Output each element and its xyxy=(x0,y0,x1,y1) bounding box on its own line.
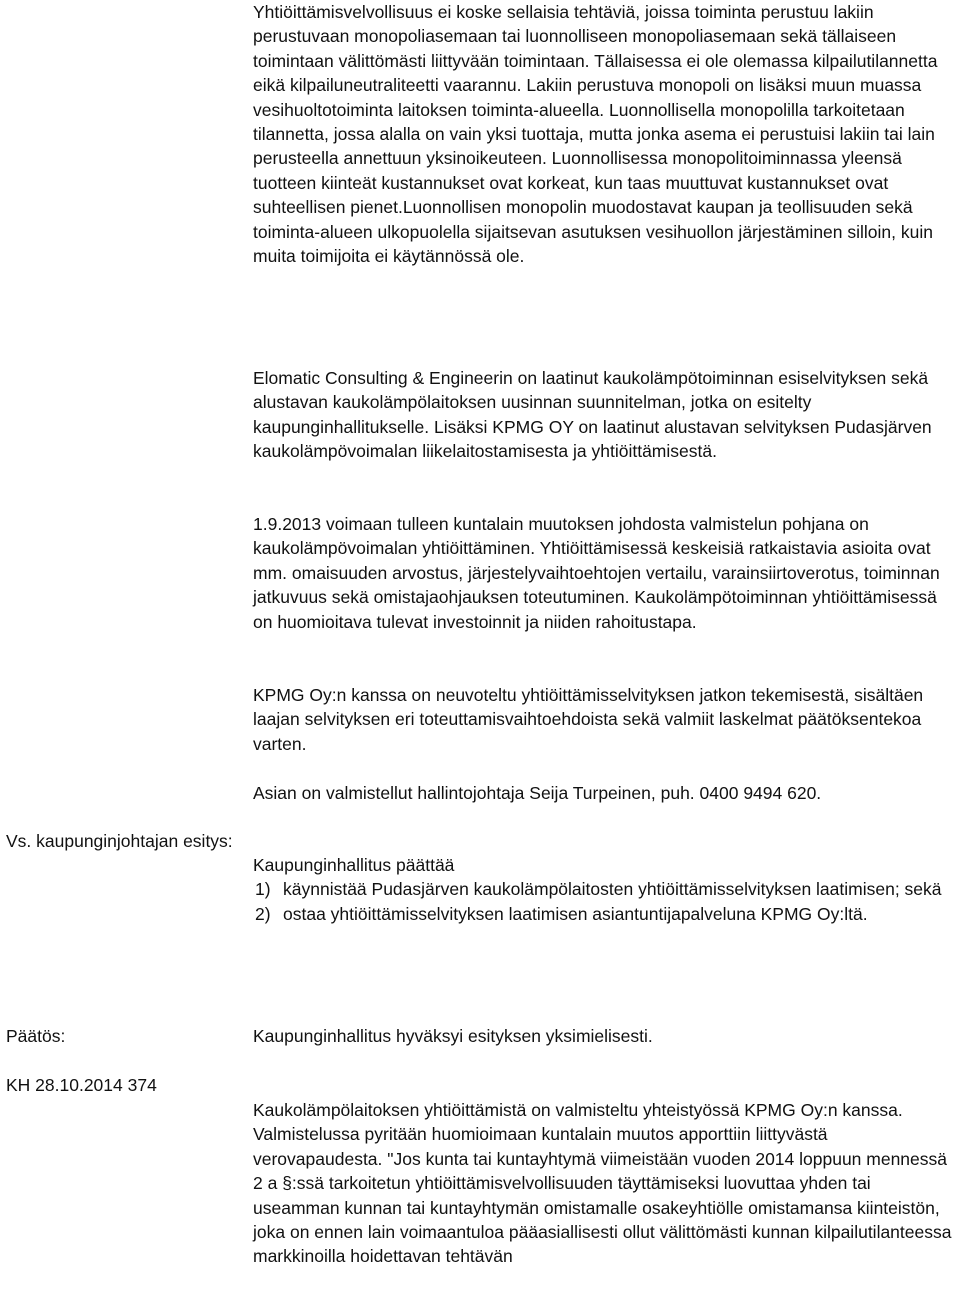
meeting-text: Kaukolämpölaitoksen yhtiöittämistä on valmisteltu yhteistyössä KPMG Oy:n kanssa. Valmistelussa pyritään huomioimaan kuntalain muutos apporttiin liittyvästä verovapaudesta. "Jos kunta tai kuntayhtymä viimeistään vuoden 2014 loppuun mennessä 2 a §:ssä tarkoitetun yhtiöittämisvelvollisuuden täyttämiseksi luovuttaa yhden tai useamman kunnan tai kuntayhtymän omistamalle osakeyhtiölle omistamansa kiinteistön, joka on ennen lain voimaantuloa pääasiallisesti ollut välittömästi kunnan kilpailutilanteessa markkinoilla hoidettavan tehtävän xyxy=(253,1100,952,1267)
paragraph-elomatic xyxy=(253,366,958,464)
paragraph-preparer xyxy=(253,781,958,805)
meeting-label: KH 28.10.2014 374 xyxy=(6,1075,157,1095)
proposal-intro: Kaupunginhallitus päättää xyxy=(253,855,455,875)
proposal-item-2 xyxy=(253,902,958,926)
paragraph-text: Elomatic Consulting & Engineerin on laatinut kaukolämpötoiminnan esiselvityksen sekä alustavan kaukolämpölaitoksen uusinnan suunnitelman, jotka on esitelty kaupunginhallitukselle. Lisäksi KPMG OY on laatinut alustavan selvityksen Pudasjärven kaukolämpövoimalan liikelaitostamisesta ja yhtiöittämisestä. xyxy=(253,368,932,462)
decision-label: Päätös: xyxy=(6,1026,66,1046)
list-item-text: käynnistää Pudasjärven kaukolämpölaitosten yhtiöittämisselvityksen laatimisen; sekä xyxy=(283,879,942,900)
proposal-label: Vs. kaupunginjohtajan esitys: xyxy=(6,831,233,851)
paragraph-kpmg xyxy=(253,683,958,756)
proposal-item-1 xyxy=(253,877,958,901)
paragraph-text: KPMG Oy:n kanssa on neuvoteltu yhtiöittämisselvityksen jatkon tekemisestä, sisältäen laajan selvityksen eri toteuttamisvaihtoehdoista sekä valmiit laskelmat päätöksentekoa varten. xyxy=(253,685,924,754)
paragraph-text: Asian on valmistellut hallintojohtaja Seija Turpeinen, puh. 0400 9494 620. xyxy=(253,783,822,803)
paragraph-text: 1.9.2013 voimaan tulleen kuntalain muutoksen johdosta valmistelun pohjana on kaukolämpövoimalan yhtiöittäminen. Yhtiöittämisessä keskeisiä ratkaistavia asioita ovat mm. omaisuuden arvostus, järjestelyvaihtoehtojen vertailu, varainsiirtoverotus, toiminnan jatkuvuus sekä omistajaohjauksen toteutuminen. Kaukolämpötoiminnan yhtiöittämisessä on huomioitava tulevat investoinnit ja niiden rahoitustapa. xyxy=(253,514,940,632)
list-item-text: ostaa yhtiöittämisselvityksen laatimisen asiantuntijapalveluna KPMG Oy:ltä. xyxy=(283,903,868,924)
list-number: 2) xyxy=(255,903,271,924)
paragraph-monopoly xyxy=(253,0,958,268)
paragraph-kuntalaki xyxy=(253,512,958,634)
paragraph-text: Yhtiöittämisvelvollisuus ei koske sellaisia tehtäviä, joissa toiminta perustuu lakiin perustuvaan monopoliasemaan tai luonnolliseen monopoliasemaan sekä tällaiseen toimintaan välittömästi liittyvään toimintaan. Tällaisessa ei ole olemassa kilpailutilannetta eikä kilpailuneutraliteetti vaarannu. Lakiin perustuva monopoli on lisäksi muun muassa vesihuoltotoiminta laitoksen toiminta-alueella. Luonnollisella monopolilla tarkoitetaan tilannetta, jossa alalla on vain yksi tuottaja, mutta jonka asema ei perustuisi lakiin tai lain perusteella annettuun yksinoikeuteen. Luonnollisessa monopolitoiminnassa yleensä tuotteen kiinteät kustannukset ovat korkeat, kun taas muuttuvat kustannukset ovat suhteellisen pienet.Luonnollisen monopolin muodostavat kaupan ja teollisuuden sekä toiminta-alueen ulkopuolella sijaitsevan asutuksen vesihuollon järjestäminen silloin, kuin muita toimijoita ei käytännössä ole. xyxy=(253,2,938,267)
meeting-section xyxy=(253,1098,958,1269)
decision-text: Kaupunginhallitus hyväksyi esityksen yksimielisesti. xyxy=(253,1026,653,1046)
list-number: 1) xyxy=(255,879,271,900)
decision-section xyxy=(253,1024,958,1048)
proposal-section xyxy=(253,853,958,926)
